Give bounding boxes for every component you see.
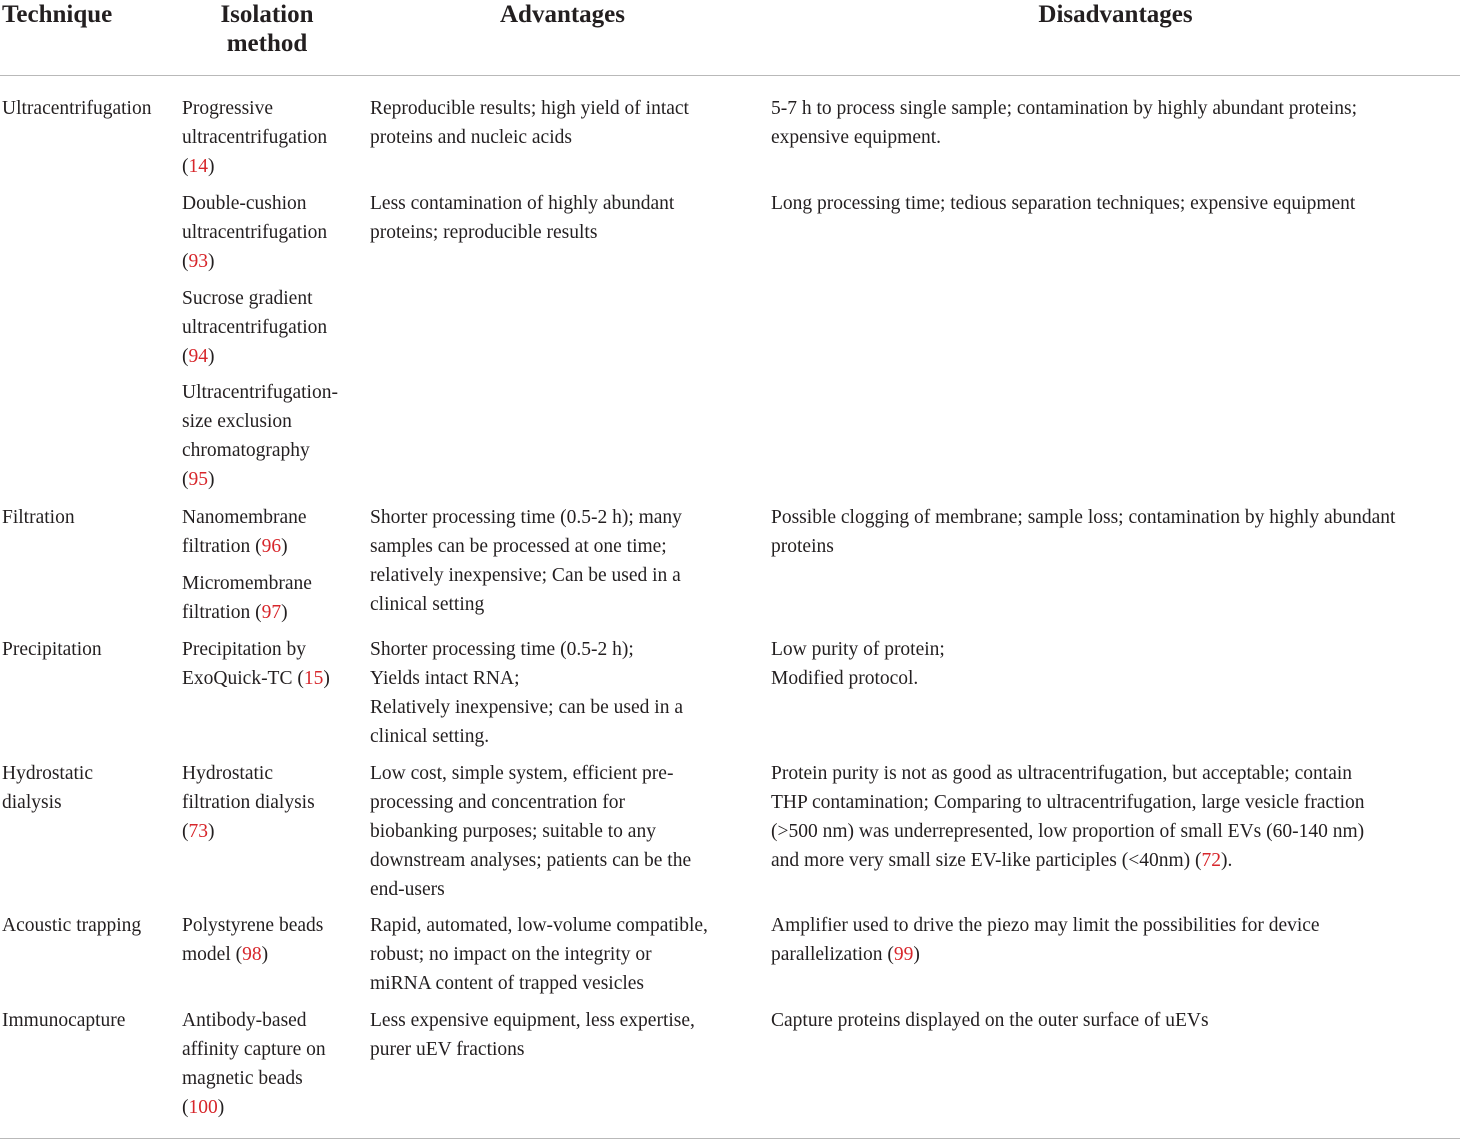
disadvantages-cell: Long processing time; tedious separation techniques; expensive equipment: [771, 193, 1356, 214]
advantages-cell: Less contamination of highly abundant proteins; reproducible results: [370, 193, 675, 243]
isolation-method-cell: Ultracentrifugation- size exclusion chromatography (95): [182, 378, 338, 494]
reference-link[interactable]: 95: [188, 469, 208, 490]
advantages-cell: Low cost, simple system, efficient pre- processing and concentration for biobanking purposes; suitable to any downstream analyses; patients can be the end-users: [370, 763, 692, 900]
disadvantages-cell: Possible clogging of membrane; sample loss; contamination by highly abundant proteins: [771, 507, 1396, 557]
advantages-cell: Shorter processing time (0.5-2 h); Yields intact RNA; Relatively inexpensive; can be used in a clinical setting.: [370, 639, 683, 747]
citation: (73): [182, 821, 215, 842]
isolation-method-cell: Polystyrene beads model (98): [182, 911, 323, 969]
citation: (100): [182, 1097, 225, 1118]
citation: model (98): [182, 944, 269, 965]
technique-cell: Hydrostatic dialysis: [2, 763, 93, 813]
reference-link[interactable]: 73: [188, 821, 208, 842]
disadvantages-cell: Low purity of protein; Modified protocol.: [771, 639, 945, 689]
isolation-method-cell: Micromembrane filtration (97): [182, 569, 312, 627]
technique-cell: Immunocapture: [2, 1010, 126, 1031]
reference-link[interactable]: 94: [188, 346, 208, 367]
disadvantages-cell: Protein purity is not as good as ultracentrifugation, but acceptable; contain THP contamination; Comparing to ultracentrifugation, large vesicle fraction (>500 nm) was underrepresented, low proportion of small EVs (60-140 nm) and more very small size EV-like participles (<40nm) (72).: [771, 759, 1365, 875]
disadvantages-cell: 5-7 h to process single sample; contamination by highly abundant proteins; expensive equipment.: [771, 98, 1357, 148]
technique-cell: Filtration: [2, 507, 75, 528]
header-technique: Technique: [2, 1, 113, 28]
advantages-cell: Reproducible results; high yield of intact proteins and nucleic acids: [370, 98, 689, 148]
citation: and more very small size EV-like participles (<40nm) (72).: [771, 850, 1233, 871]
reference-link[interactable]: 93: [188, 251, 208, 272]
isolation-method-cell: Double-cushion ultracentrifugation (93): [182, 189, 327, 276]
isolation-method-cell: Antibody-based affinity capture on magnetic beads (100): [182, 1006, 326, 1122]
reference-link[interactable]: 72: [1201, 850, 1221, 871]
reference-link[interactable]: 99: [893, 944, 914, 965]
header-disadvantages: Disadvantages: [1038, 1, 1193, 28]
header-advantages: Advantages: [499, 1, 625, 28]
reference-link[interactable]: 100: [188, 1097, 218, 1118]
citation: ExoQuick-TC (15): [182, 668, 330, 689]
isolation-method-cell: Precipitation by ExoQuick-TC (15): [182, 635, 330, 693]
disadvantages-cell: Amplifier used to drive the piezo may limit the possibilities for device parallelization (99): [771, 911, 1320, 969]
isolation-method-cell: Nanomembrane filtration (96): [182, 503, 307, 561]
reference-link[interactable]: 15: [303, 668, 324, 689]
reference-link[interactable]: 97: [261, 602, 282, 623]
technique-cell: Precipitation: [2, 639, 102, 660]
disadvantages-cell: Capture proteins displayed on the outer surface of uEVs: [771, 1010, 1209, 1031]
citation: parallelization (99): [771, 944, 920, 965]
reference-link[interactable]: 14: [188, 156, 208, 177]
citation: (14): [182, 156, 215, 177]
footer-rule: [0, 1138, 1460, 1139]
advantages-cell: Less expensive equipment, less expertise, purer uEV fractions: [370, 1010, 695, 1060]
technique-cell: Ultracentrifugation: [2, 98, 152, 119]
header-rule: [0, 75, 1460, 76]
isolation-method-cell: Progressive ultracentrifugation (14): [182, 94, 327, 181]
citation: (93): [182, 251, 215, 272]
advantages-cell: Rapid, automated, low-volume compatible, robust; no impact on the integrity or miRNA content of trapped vesicles: [370, 915, 708, 994]
citation: (95): [182, 469, 215, 490]
isolation-method-cell: Hydrostatic filtration dialysis (73): [182, 759, 315, 846]
reference-link[interactable]: 96: [261, 536, 282, 557]
citation: filtration (97): [182, 602, 288, 623]
technique-cell: Acoustic trapping: [2, 915, 142, 936]
reference-link[interactable]: 98: [242, 944, 262, 965]
advantages-cell: Shorter processing time (0.5-2 h); many samples can be processed at one time; relatively inexpensive; Can be used in a clinical setting: [370, 507, 682, 615]
citation: (94): [182, 346, 215, 367]
isolation-method-cell: Sucrose gradient ultracentrifugation (94): [182, 284, 327, 371]
citation: filtration (96): [182, 536, 288, 557]
header-isolation-method: Isolation method: [220, 1, 314, 57]
